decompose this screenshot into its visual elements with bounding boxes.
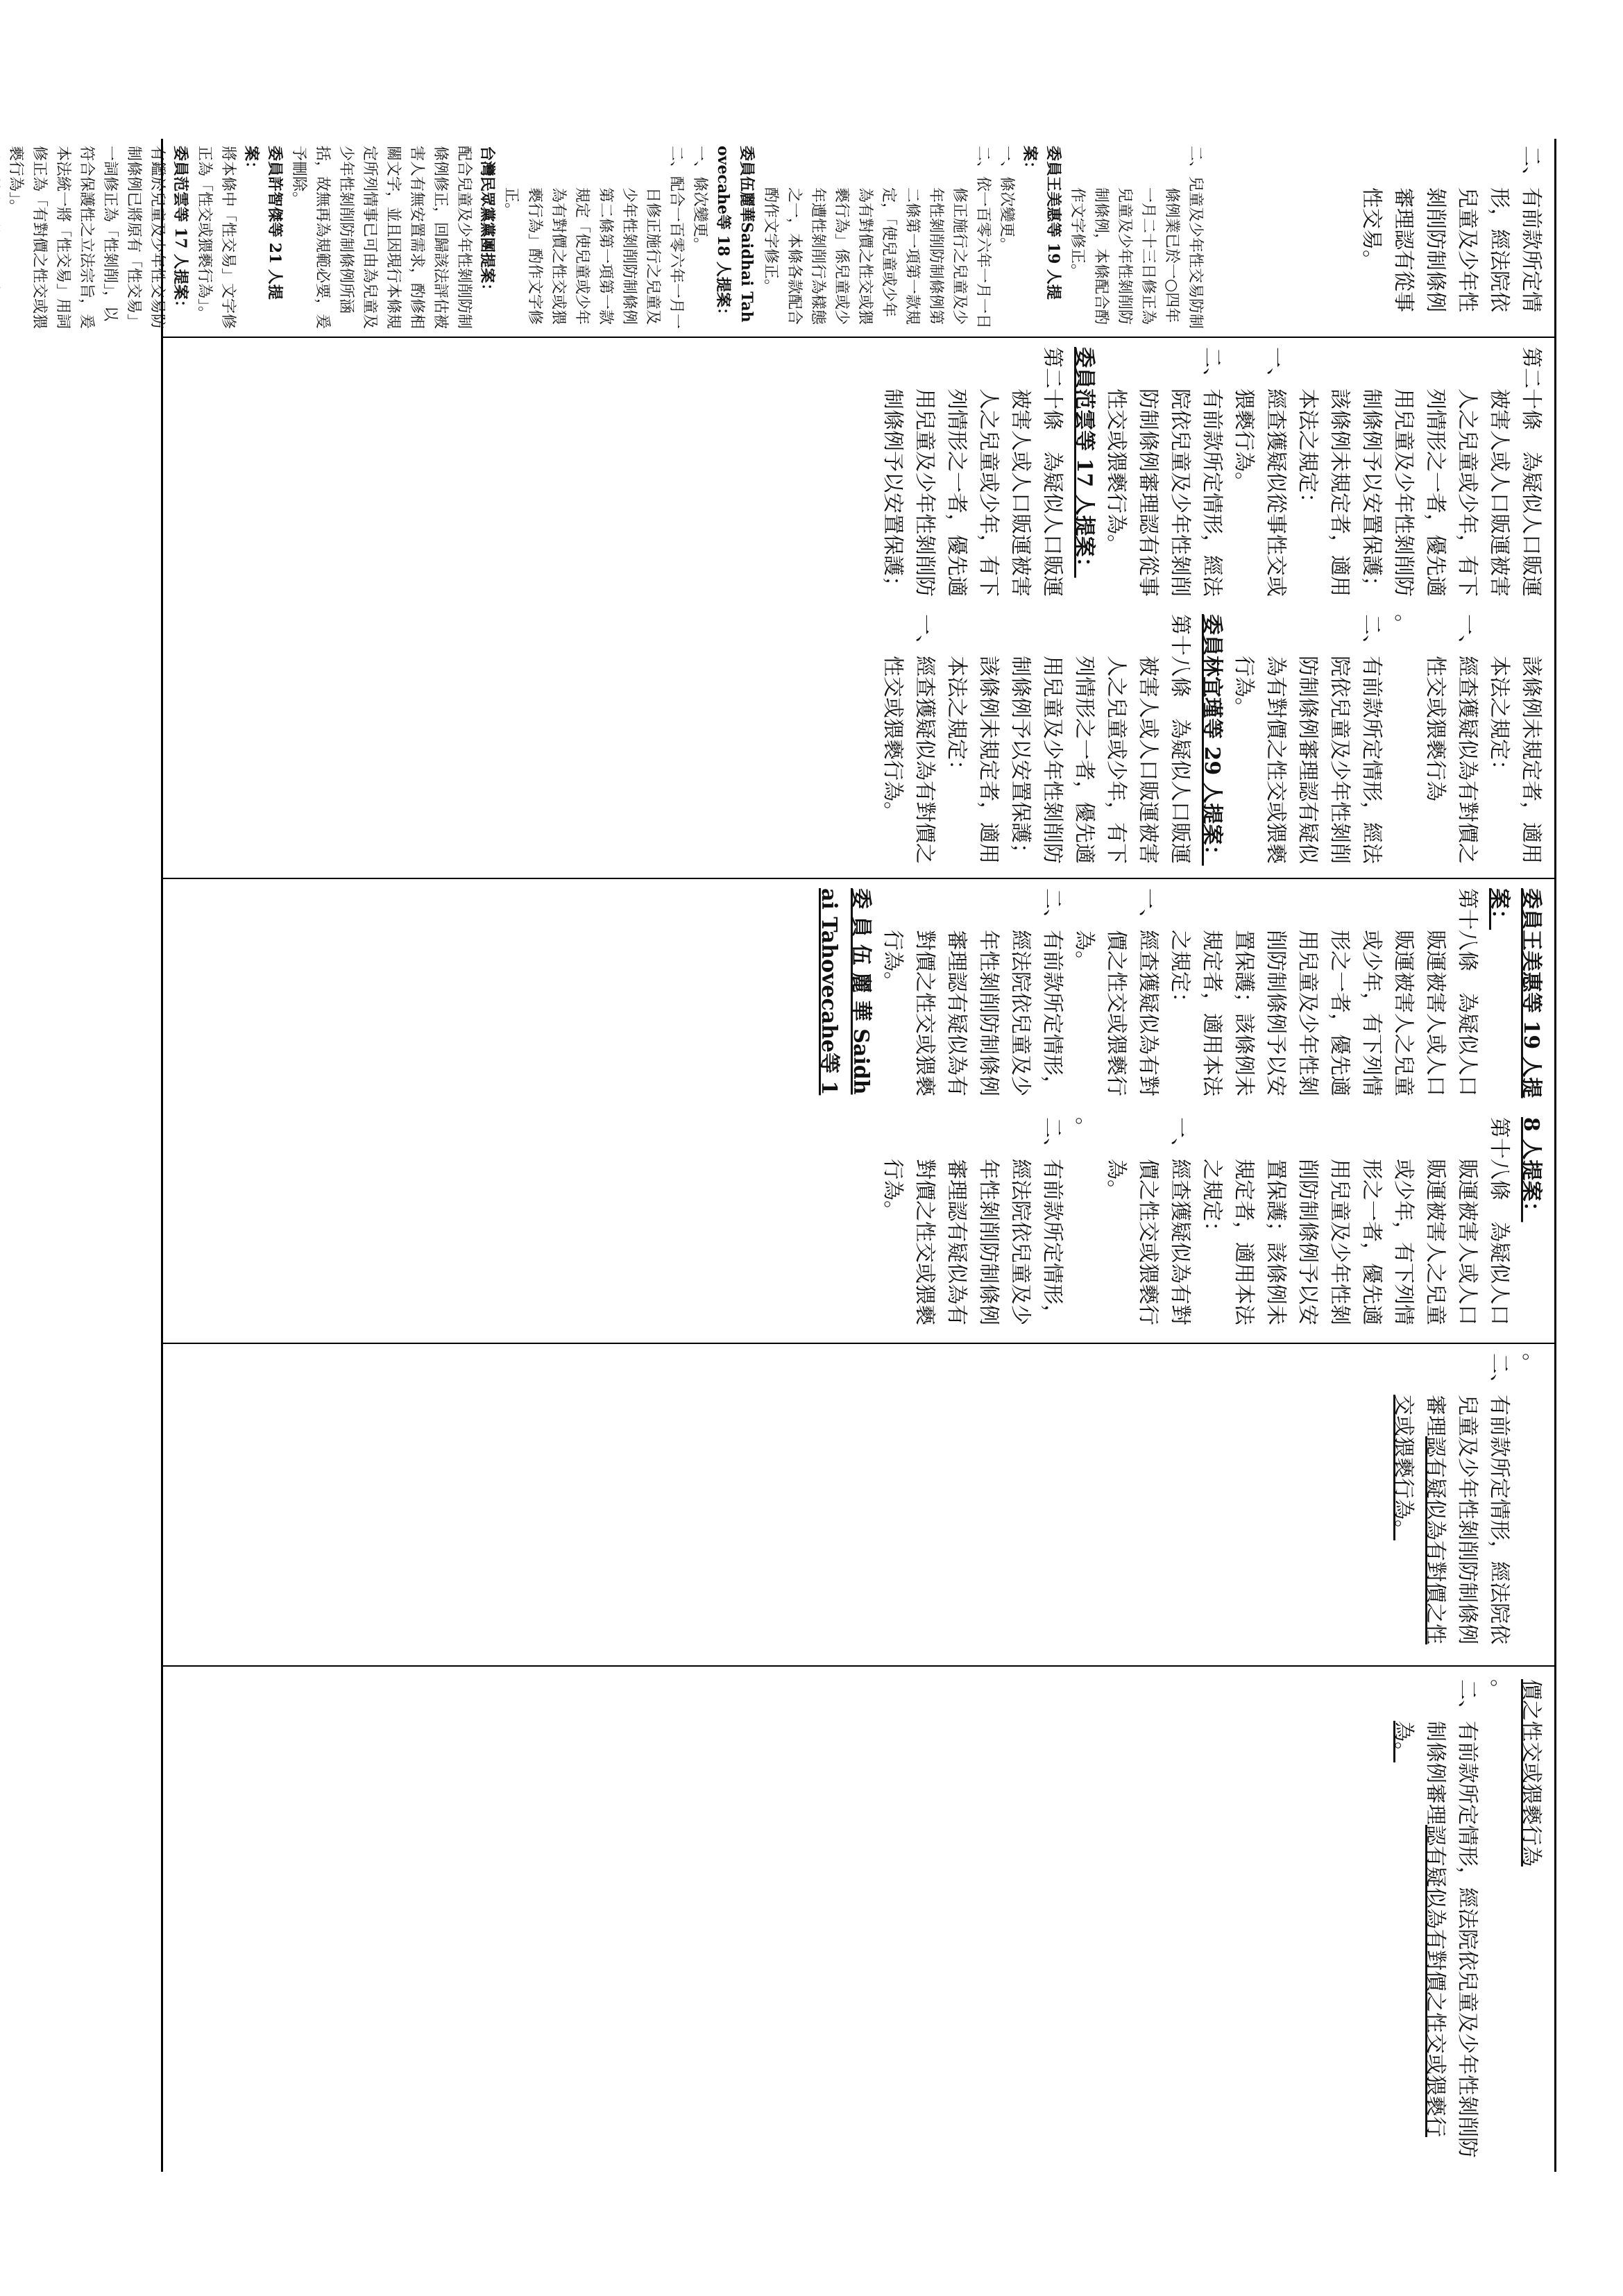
proposal-2-head: 委 員 伍 麗 華 Saidhai Tahovecahe等 18 人提案： [817,888,1543,1223]
proposal-2-item-1: 一、經查獲疑似為有對價之性交或猥褻行為。 [1104,1117,1192,1325]
explanation-3-1: 配合兒童及少年性剝削防制條例修正，回歸該法評估被害人有無安置需求，酌修相關文字，並且因現行本條規定所列情事已可由為兒童及少年性剝削防制條例所涵括，故無再為規範必要，爰予刪除。 [290,146,473,330]
proposal-4-item-1: 一、經查獲疑似為有對價之性交或猥褻行為 [1423,614,1479,864]
proposal-1-item-1: 一、經查獲疑似為有對價之性交或猥褻行為。 [1072,888,1160,1096]
column-divider-1 [162,1665,1556,1667]
item-2-c: 性剝削防制條例審理 [1423,1395,1479,1644]
explanation-head-4: 委員許智傑等 21 人提案： [242,146,284,300]
proposal-4-article: 第二十條 為疑似人口販運被害人或人口販運被害人之兒童或少年，有下列情形之一者，優先適用兒童及少年性剝削防制條例予以安置保護；該條例未規定者，適用本法之規定： [881,347,1543,864]
item-2-d: 認有疑似為有對價之 [1423,1436,1447,1624]
top-rule [1554,139,1556,2172]
explanation-2-2: 二、配合一百零六年一月一日修正施行之兒童及少年性剝削防制條例第二條第一項第一款規定「使兒童或少年為有對價之性交或猥褻行為」酌作文字修正。 [502,146,685,330]
item-2-b: 經法院依兒童及少年 [1455,1395,1511,1644]
explanation-0: 二、兒童及少年性交易防制條例業已於一○四年一月二十三日修正為兒童及少年性剝削防制條例，本條配合酌作文字修正。 [1069,146,1204,330]
current-law-item-2: 二、有前款所定情形，經法院依兒童及少年性剝削防制條例審理認有從事性交易。 [1359,146,1543,312]
explanation-2-1: 一、條次變更。 [691,146,708,253]
proposal-4-item-1-end: 。 [1391,614,1416,635]
column-proposals-b [166,347,1547,867]
explanation-head-5: 委員范雲等 17 人提案： [171,146,189,315]
text-fragment: 。 [1487,1679,1511,1700]
proposal-3-item-2: 二、有前款所定情形，經法院依兒童及少年性剝削防制條例審理認有從事性交或猥褻行為。 [1104,347,1224,597]
item-2-d: 認有疑似為有對價之 [1423,1825,1447,2012]
explanation-head-3: 台灣民眾黨黨團提案： [478,146,496,299]
item-2-b: 經法院依兒童及少年 [1455,1887,1479,2075]
explanation-4-1: 將本條中「性交易」文字修正為「性交或猥褻行為」。 [196,146,237,330]
column-current-law [1200,146,1547,330]
proposal-5-article: 第十八條 為疑似人口販運被害人或人口販運被害人之兒童或少年，有下列情形之一者，優先適用兒童及少年性剝削防制條例予以安置保護；該條例未規定者，適用本法之規定： [944,614,1192,864]
column-divider-4 [162,337,1556,338]
column-divider-2 [162,1343,1556,1344]
item-2-e: 性交或猥褻行為。 [1391,1395,1447,1644]
item-2 [1387,1353,1515,1658]
explanation-1-2: 二、依一百零六年一月一日修正施行之兒童及少年性剝削防制條例第二條第一項第一款規定，「使兒童或少年為有對價之性交或猥褻行為」係兒童或少年遭性剝削行為樣態之一，本條各款配合酌作文字修正。 [762,146,992,330]
explanation-5-1: 有鑑於兒童及少年性交易防制條例已將原有「性交易」一詞修正為「性剝削」，以符合保護性之立法宗旨，爰本法統一將「性交易」用詞修正為「有對價之性交或猥褻行為」。 [7,146,166,330]
proposal-2-item-1-end: 。 [1072,1117,1096,1138]
proposal-3-article: 第二十條 為疑似人口販運被害人或人口販運被害人之兒童或少年，有下列情形之一者，優先適用兒童及少年性剝削防制條例予以安置保護；該條例未規定者，適用本法之規定： [1295,347,1543,597]
text-fragment: 價之性交或猥褻行為 [1519,1679,1543,1866]
proposal-5-head: 委員林宜瑾等 29 人提案： [1200,614,1224,866]
proposal-1-article: 第十八條 為疑似人口販運被害人或人口販運被害人之兒童或少年，有下列情形之一者，優先適用兒童及少年性剝削防制條例予以安置保護；該條例未規定者，適用本法之規定： [1168,888,1479,1096]
proposal-1-head: 委員王美惠等 19 人提案： [1487,888,1543,1098]
proposal-4-head: 委員范雲等 17 人提案： [1072,347,1096,578]
item-2-a: 二、有前款所定情形， [1487,1353,1511,1561]
item-2-a: 二、有前款所定情形， [1455,1679,1479,1887]
item-2-c: 性剝削防制條例審理 [1423,1721,1479,2158]
column-current-law-part [1269,1679,1547,2165]
item-2 [1387,1679,1483,2165]
column-executive-yuan [1269,1353,1547,1658]
proposal-1-item-2: 二、有前款所定情形，經法院依兒童及少年性剝削防制條例審理認有疑似為有對價之性交或猥褻行為。 [881,888,1064,1096]
explanation-1-1: 一、條次變更。 [998,146,1015,253]
column-proposals-a [166,888,1547,1332]
explanation-head-1: 委員王美惠等 19 人提案： [1021,146,1062,300]
column-explanations [7,146,1207,330]
text-fragment: 。 [1519,1353,1543,1374]
explanation-head-2: 委員伍麗華Saidhai Tahovecahe等 18 人提案： [714,146,756,323]
proposal-2-item-2: 二、有前款所定情形，經法院依兒童及少年性剝削防制條例審理認有疑似為有對價之性交或猥褻行為。 [881,1117,1064,1325]
explanation-head-6 [0,146,3,330]
item-2-e: 性交或猥褻行為。 [1391,1721,1447,2137]
proposal-4-item-2: 二、有前款所定情形，經法院依兒童及少年性剝削防制條例審理認有疑似為有對價之性交或猥褻行為。 [1232,614,1384,864]
proposal-5-item-1: 一、經查獲疑似為有對價之性交或猥褻行為。 [881,614,937,864]
proposal-2-article: 第十八條 為疑似人口販運被害人或人口販運被害人之兒童或少年，有下列情形之一者，優先適用兒童及少年性剝削防制條例予以安置保護；該條例未規定者，適用本法之規定： [1200,1117,1511,1325]
column-divider-3 [162,878,1556,879]
proposal-3-item-1: 一、經查獲疑似從事性交或猥褻行為。 [1232,347,1288,597]
bottom-rule [161,139,163,2172]
